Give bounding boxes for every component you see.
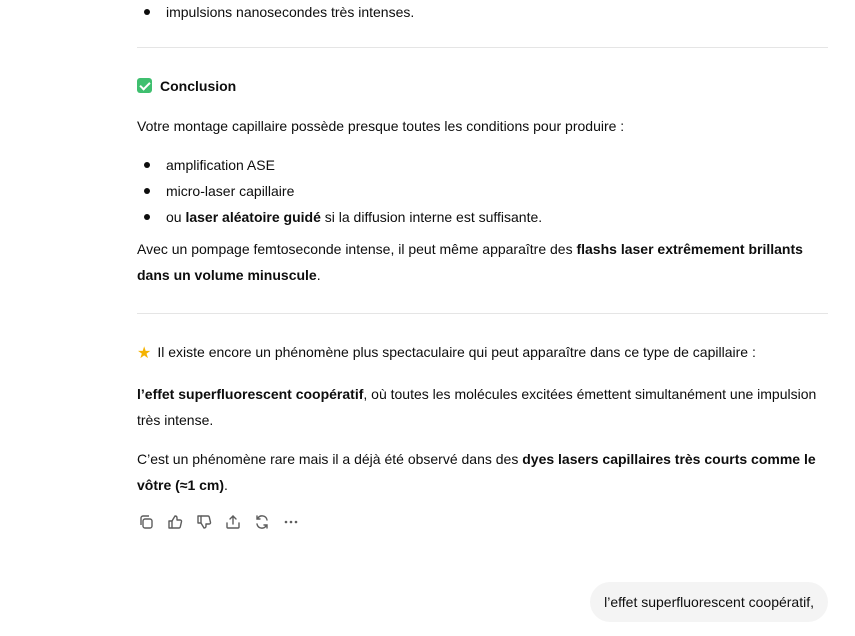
list-item: ou laser aléatoire guidé si la diffusion interne est suffisante. [137, 204, 829, 230]
observation-paragraph: C’est un phénomène rare mais il a déjà été observé dans des dyes lasers capillaires très courts comme le vôtre (≈1 cm). [137, 451, 816, 493]
conclusion-intro: Votre montage capillaire possède presque toutes les conditions pour produire : [137, 118, 625, 134]
divider [137, 47, 828, 48]
divider [137, 313, 828, 314]
conclusion-heading [137, 73, 829, 99]
list-item: micro-laser capillaire [137, 178, 829, 204]
check-mark-icon [137, 78, 152, 93]
conclusion-paragraph: Avec un pompage femtoseconde intense, il peut même apparaître des flashs laser extrêmement brillants dans un volume minuscule. [137, 241, 803, 283]
list-item: amplification ASE [137, 152, 829, 178]
message-actions [137, 512, 829, 532]
extra-intro: ★ Il existe encore un phénomène plus spectaculaire qui peut apparaître dans ce type de capillaire : [137, 344, 756, 362]
regenerate-icon[interactable] [253, 513, 271, 531]
top-bullet-list [137, 0, 829, 25]
thumbs-down-icon[interactable] [195, 513, 213, 531]
user-message-bubble: l’effet superfluorescent coopératif, [590, 582, 828, 622]
star-icon: ★ [137, 345, 152, 362]
conclusion-list [137, 152, 829, 230]
thumbs-up-icon[interactable] [166, 513, 184, 531]
share-icon[interactable] [224, 513, 242, 531]
list-item: impulsions nanosecondes très intenses. [137, 0, 829, 25]
conclusion-heading-text: Conclusion [160, 78, 237, 94]
more-icon[interactable] [282, 513, 300, 531]
copy-icon[interactable] [137, 513, 155, 531]
superfluorescence-paragraph: l’effet superfluorescent coopératif, où toutes les molécules excitées émettent simultanément une impulsion très intense. [137, 386, 817, 428]
assistant-message [137, 0, 829, 532]
